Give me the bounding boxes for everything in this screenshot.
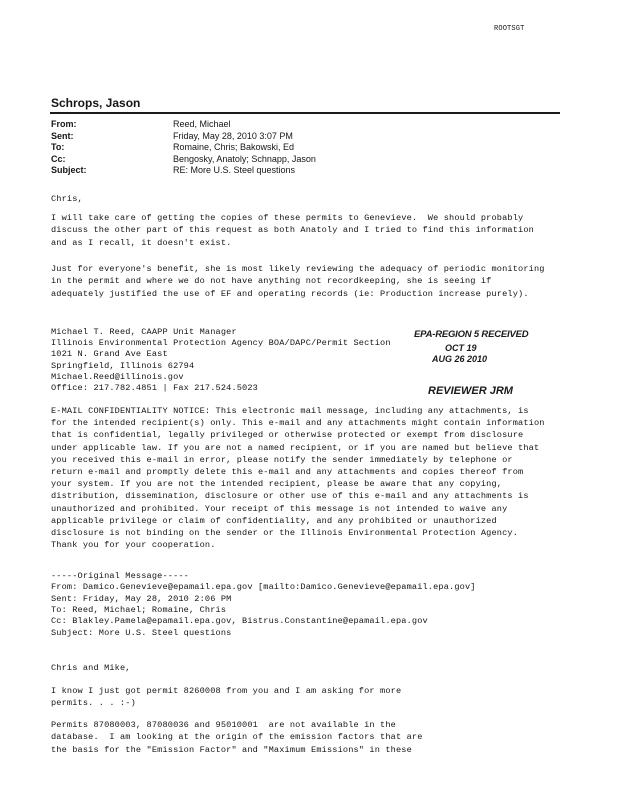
page-reference: ROOTSGT xyxy=(494,25,525,33)
stamp-line-3: AUG 26 2010 xyxy=(432,354,488,364)
notice-line: you received this e-mail in error, please notify the sender immediately by telephone or xyxy=(51,454,513,465)
original-message-line: Subject: More U.S. Steel questions xyxy=(51,627,232,638)
header-label: Sent: xyxy=(51,130,74,141)
paragraph-line: database. I am looking at the origin of the emission factors that are xyxy=(51,732,423,743)
paragraph-line: and as I recall, it doesn't exist. xyxy=(51,237,232,248)
signature-line[interactable]: Michael.Reed@illinois.gov xyxy=(51,371,184,382)
notice-line: that is confidential, legally privileged or otherwise protected or exempt from disclosure xyxy=(51,430,524,441)
original-message-line: To: Reed, Michael; Romaine, Chris xyxy=(51,604,227,615)
signature-line: Springfield, Illinois 62794 xyxy=(51,360,195,371)
header-label: Subject: xyxy=(51,165,87,175)
salutation-2: Chris and Mike, xyxy=(51,663,131,673)
header-label: To: xyxy=(51,142,65,152)
notice-line: under applicable law. If you are not a named recipient, or if you are named but believe that xyxy=(51,442,540,453)
header-rule xyxy=(50,112,560,114)
paragraph-line: I know I just got permit 8260008 from you and I am asking for more xyxy=(51,686,402,696)
header-label: From: xyxy=(51,119,77,129)
paragraph-line: Just for everyone's benefit, she is most likely reviewing the adequacy of periodic monitoring xyxy=(51,264,545,274)
author-name: Schrops, Jason xyxy=(51,96,141,110)
notice-line: unauthorized and prohibited. Your receipt of this message is not intended to waive any xyxy=(51,503,508,514)
original-message-line: -----Original Message----- xyxy=(51,571,189,581)
notice-line: applicable privilege or claim of confidentiality, and any prohibited or unauthorized xyxy=(51,515,497,526)
salutation: Chris, xyxy=(51,194,83,204)
stamp-line-4: REVIEWER JRM xyxy=(428,385,513,397)
paragraph-line: discuss the other part of this request as both Anatoly and I tried to find this information xyxy=(51,225,534,236)
notice-line: disclosure is not binding on the sender or the Illinois Environmental Protection Agency. xyxy=(51,528,519,538)
notice-line: Thank you for your cooperation. xyxy=(51,540,216,551)
header-value[interactable]: RE: More U.S. Steel questions xyxy=(173,165,296,175)
header-value[interactable]: Romaine, Chris; Bakowski, Ed xyxy=(173,142,295,152)
signature-line: 1021 N. Grand Ave East xyxy=(51,349,168,360)
notice-line: E-MAIL CONFIDENTIALITY NOTICE: This electronic mail message, including any attachments, is xyxy=(51,406,529,416)
notice-line: your system. If you are not the intended recipient, please be aware that any copying, xyxy=(51,479,503,490)
signature-line: Michael T. Reed, CAAPP Unit Manager xyxy=(51,327,237,337)
header-label: Cc: xyxy=(51,153,66,164)
stamp-line-1: EPA-REGION 5 RECEIVED xyxy=(414,329,529,340)
header-value[interactable]: Reed, Michael xyxy=(173,119,231,129)
signature-line: Office: 217.782.4851 | Fax 217.524.5023 xyxy=(51,383,258,393)
paragraph-line: the basis for the "Emission Factor" and "Maximum Emissions" in these xyxy=(51,744,412,755)
paragraph-line: adequately justified the use of EF and operating records (ie: Production increase purely). xyxy=(51,288,529,299)
header-value[interactable]: Bengosky, Anatoly; Schnapp, Jason xyxy=(173,153,316,164)
header-value[interactable]: Friday, May 28, 2010 3:07 PM xyxy=(173,130,293,141)
paragraph-line: permits. . . :-) xyxy=(51,698,136,709)
notice-line: for the intended recipient(s) only. This e-mail and any attachments might contain information xyxy=(51,418,545,429)
notice-line: return e-mail and promptly delete this e-mail and any attachments and copies thereof from xyxy=(51,467,524,477)
paragraph-line: I will take care of getting the copies of these permits to Genevieve. We should probably xyxy=(51,213,524,223)
notice-line: distribution, dissemination, disclosure or other use of this e-mail and any attachments is xyxy=(51,491,529,502)
signature-line: Illinois Environmental Protection Agency BOA/DAPC/Permit Section xyxy=(51,338,391,349)
paragraph-line: Permits 87080003, 87080036 and 95010001 are not available in the xyxy=(51,720,396,730)
original-message-line[interactable]: Cc: Blakley.Pamela@epamail.epa.gov, Bistrus.Constantine@epamail.epa.gov xyxy=(51,616,428,627)
original-message-line[interactable]: From: Damico.Genevieve@epamail.epa.gov [mailto:Damico.Genevieve@epamail.epa.gov] xyxy=(51,582,476,593)
paragraph-line: in the permit and where we do not have anything not recordkeeping, she is seeing if xyxy=(51,276,492,287)
original-message-line: Sent: Friday, May 28, 2010 2:06 PM xyxy=(51,593,232,604)
stamp-line-2: OCT 19 xyxy=(445,343,477,353)
